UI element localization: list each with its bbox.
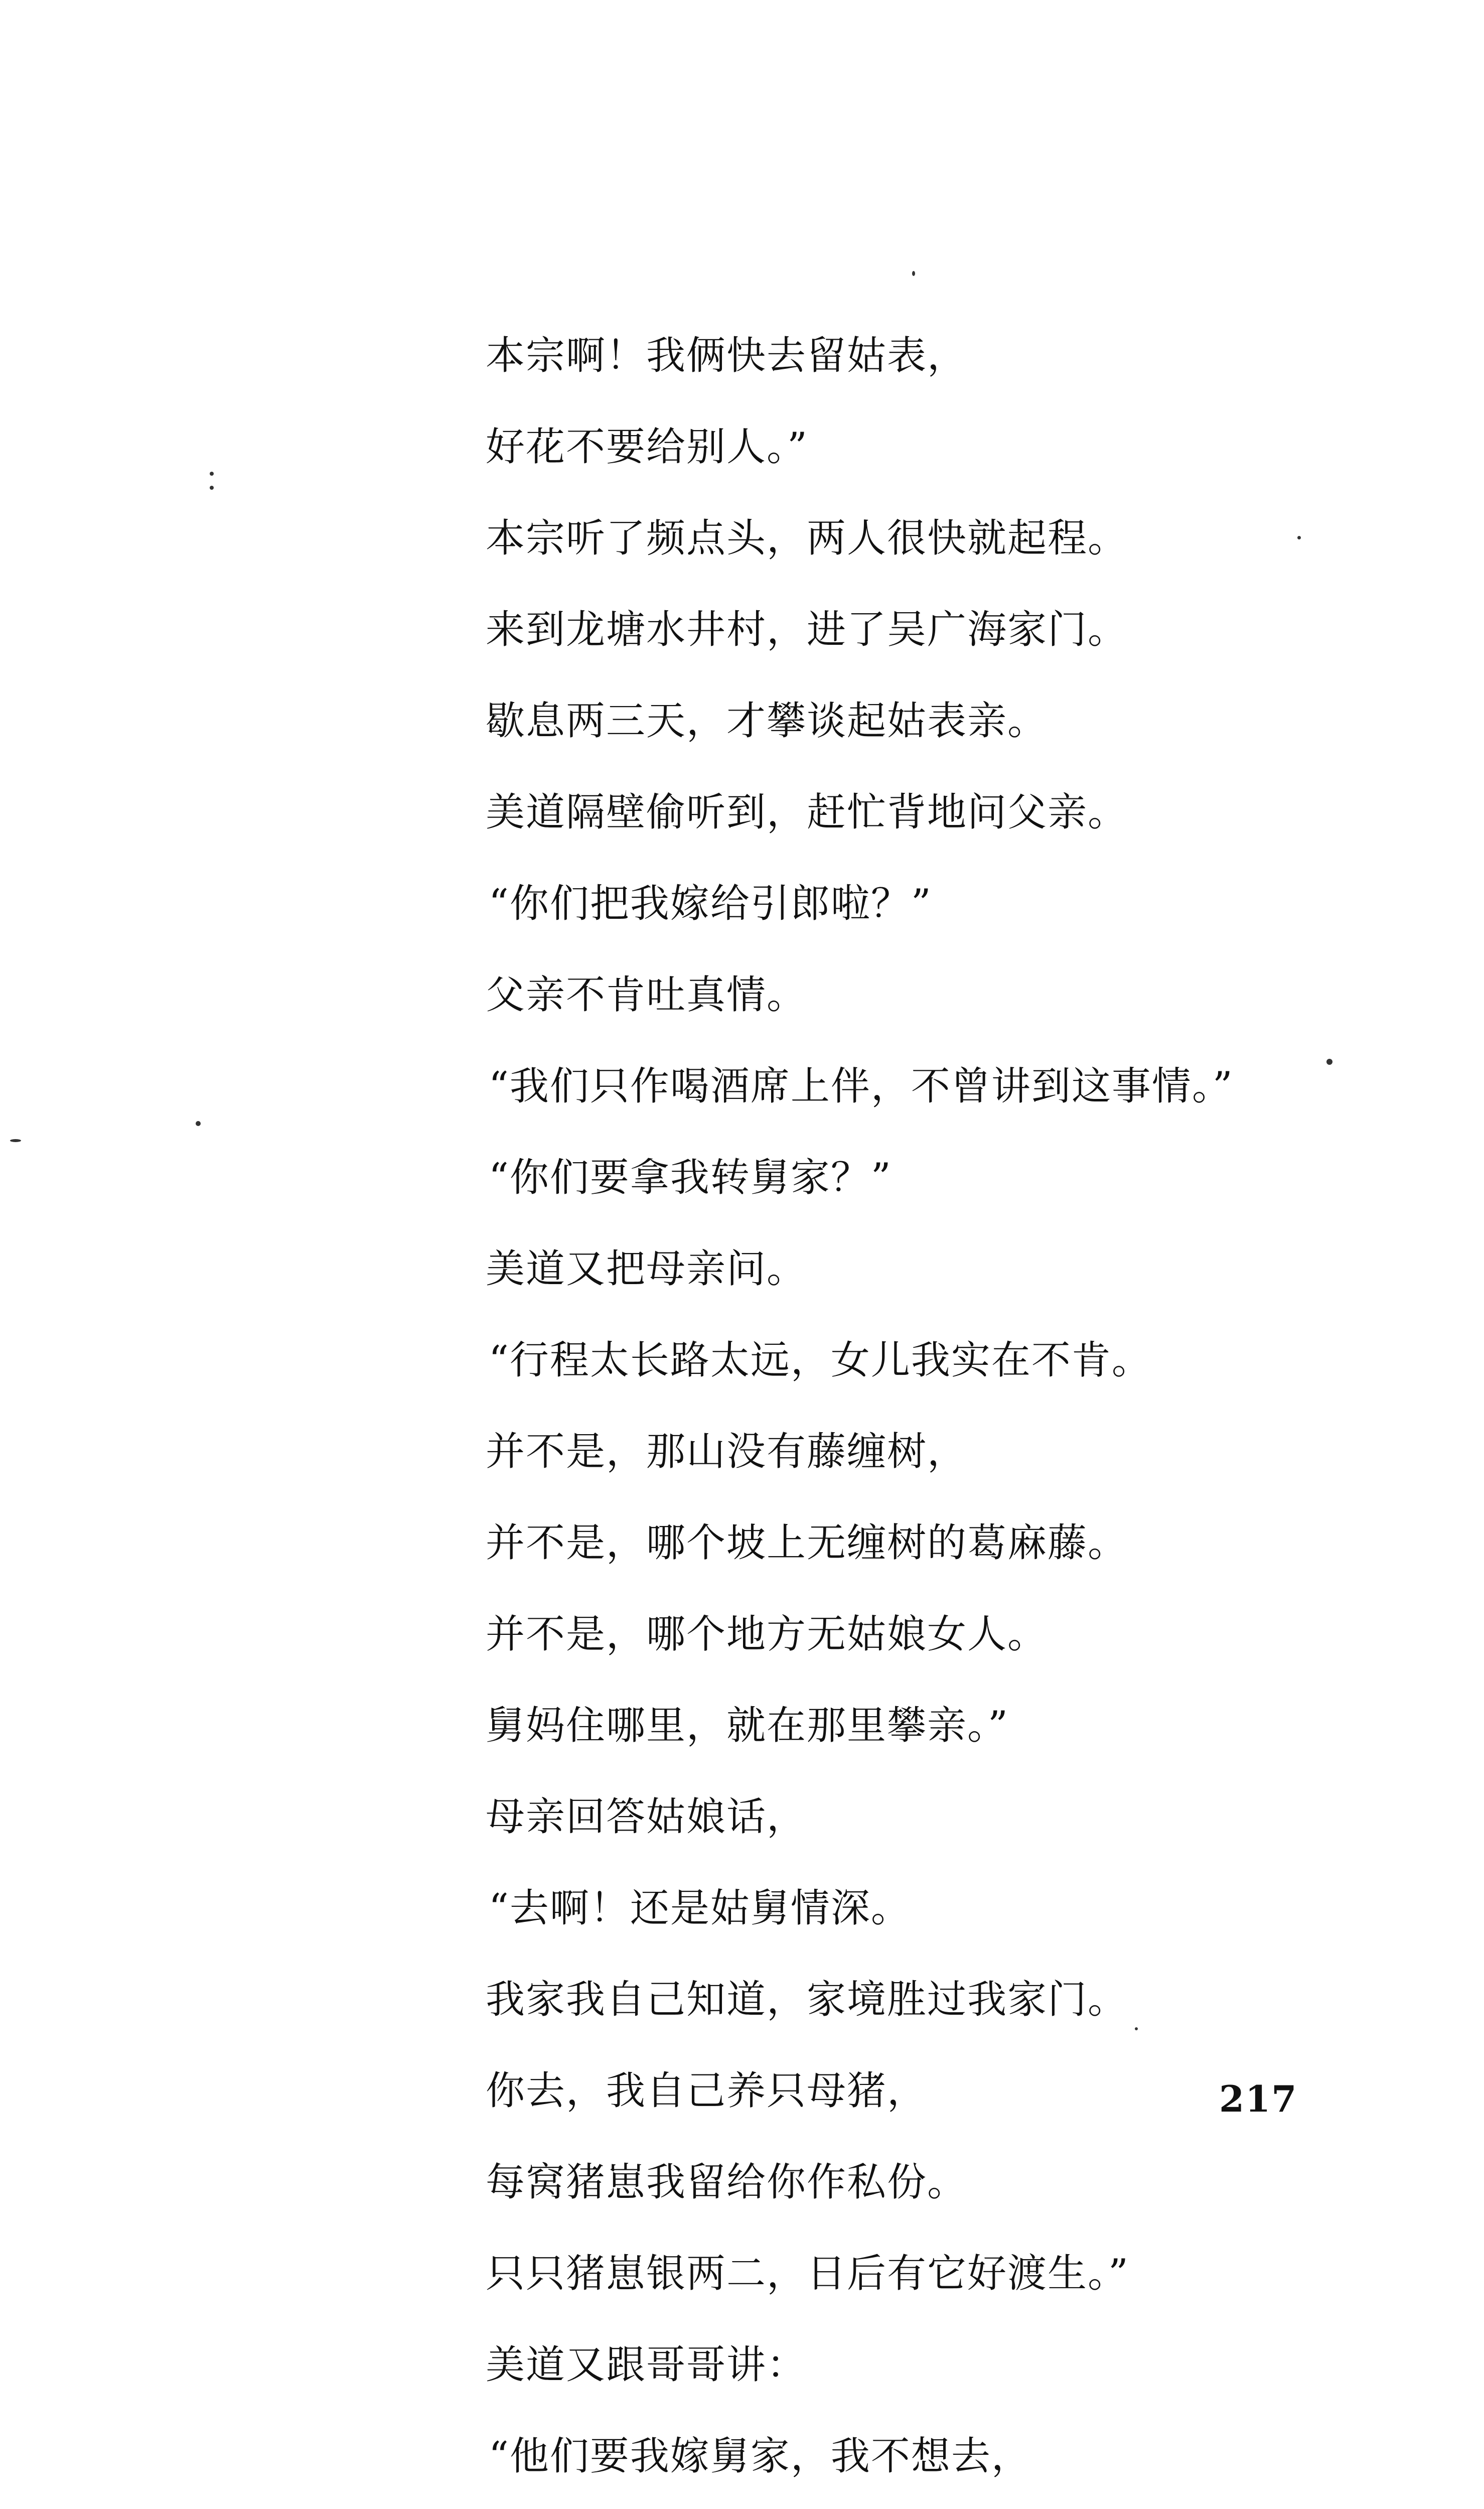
text-line-24: “他们要我嫁舅家，我不想去， (489, 2434, 1031, 2479)
scan-speck (196, 1121, 201, 1126)
text-line-18: “去啊！还是姑舅情深。 (489, 1886, 911, 1931)
text-line-3: 本宗听了频点头，两人很快就起程。 (486, 516, 1128, 561)
page-number: 217 (1219, 2077, 1298, 2120)
scan-speck (1326, 1059, 1332, 1065)
scan-speck (210, 472, 214, 476)
text-line-25 (486, 2502, 1379, 2509)
text-line-12: “行程太长路太远，女儿我实在不肯。 (489, 1338, 1152, 1383)
poem-text-block (486, 310, 1379, 2509)
text-line-4: 来到龙塘水井村，进了吴广海家门。 (486, 607, 1128, 652)
scan-speck (1135, 2027, 1138, 2030)
text-line-5: 歇息两三天，才攀谈起姑表亲。 (486, 699, 1048, 744)
text-line-21: 每窝猪崽我留给你作私份。 (486, 2160, 968, 2205)
text-line-22: 只只猪崽银两二，日后有它好渡生。” (486, 2251, 1129, 2296)
text-line-15: 并不是，哪个地方无姑娘女人。 (486, 1612, 1048, 1657)
text-line-17: 母亲回答姑娘话， (486, 1794, 807, 1840)
text-line-23: 美道又跟哥哥讲： (486, 2342, 807, 2388)
text-line-8: 父亲不肯吐真情。 (486, 972, 807, 1018)
scan-speck (912, 271, 915, 276)
text-line-20: 你去，我自己养只母猪， (486, 2068, 928, 2114)
text-line-6: 美道隔壁偷听到，赶忙背地问父亲。 (486, 790, 1128, 835)
text-line-2: 好花不要给别人。” (486, 425, 808, 470)
scan-speck (10, 1139, 21, 1142)
text-line-19: 我家我自己知道，家境胜过我家门。 (486, 1977, 1128, 2022)
text-line-11: 美道又把母亲问。 (486, 1246, 807, 1292)
text-line-7: “你们把我嫁给引郎啦？” (489, 881, 932, 926)
text-line-13: 并不是，那山没有藤缠树， (486, 1429, 968, 1474)
scan-speck (1297, 536, 1301, 539)
text-line-14: 并不是，哪个坡上无缠树的葛麻藤。 (486, 1520, 1128, 1566)
text-line-9: “我们只作喝酒席上伴，不曾讲到这事情。” (489, 1064, 1234, 1109)
scan-speck (210, 486, 214, 490)
text-line-16: 舅妈住哪里，就在那里攀亲。” (486, 1703, 1009, 1748)
text-line-10: “你们要拿我转舅家？” (489, 1155, 892, 1200)
text-line-1: 本宗啊！我俩快去留姑表， (486, 333, 968, 378)
